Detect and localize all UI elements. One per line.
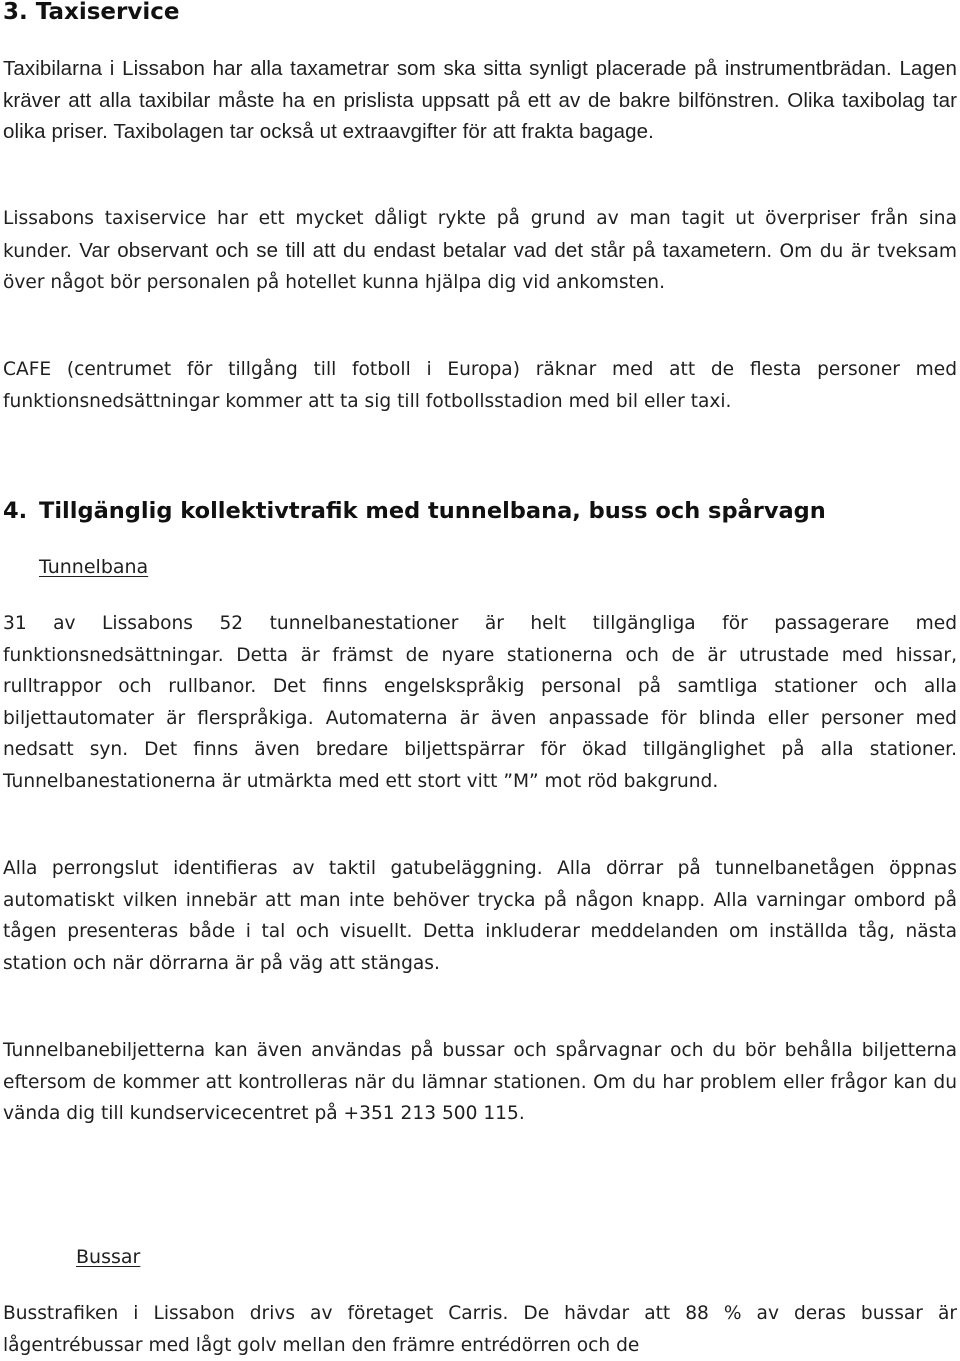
bus-paragraph-carris: Busstrafiken i Lissabon drivs av företaget Carris. De hävdar att 88 % av deras bussar är lågentrébussar med lågt golv mellan den främre entrédörren och de (3, 1303, 957, 1356)
section-3-heading: 3. Taxiservice (3, 0, 180, 25)
taxi-paragraph-meters: Taxibilarna i Lissabon har alla taxametrar som ska sitta synligt placerade på instrumentbrädan. Lagen kräver att alla taxibilar måste ha en prislista uppsatt på ett av de bakre bilfönstren. Olika taxibolag tar olika priser. Taxibolagen tar också ut extraavgifter för att frakta bagage. (3, 57, 957, 144)
taxi-hotel-help-text: Om du är tveksam över något bör personalen på hotellet kunna hjälpa dig vid ankomsten. (3, 240, 957, 294)
taxi-observant-text: Var observant och se till att du endast betalar vad det står på taxametern. (71, 238, 780, 262)
metro-paragraph-stations: 31 av Lissabons 52 tunnelbanestationer är helt tillgängliga för passagerare med funktionsnedsättningar. Detta är främst de nyare stationerna och de är utrustade med hissar, rulltrappor och rullbanor. Det finns engelskspråkig personal på samtliga stationer och alla biljettautomater är flerspråkiga. Automaterna är även anpassade för blinda eller personer med nedsatt syn. Det finns även bredare biljettspärrar för ökad tillgänglighet på alla stationer. Tunnelbanestationerna är utmärkta med ett stort vitt ”M” mot röd bakgrund. (3, 613, 957, 792)
section-4-number: 4. (3, 498, 28, 524)
metro-paragraph-tickets: Tunnelbanebiljetterna kan även användas på bussar och spårvagnar och du bör behålla biljetterna eftersom de kommer att kontrolleras när du lämnar stationen. Om du har problem eller frågor kan du vända dig till kundservicecentret på +351 213 500 115. (3, 1040, 957, 1125)
tunnelbana-subheading: Tunnelbana (39, 556, 149, 578)
section-4-title: Tillgänglig kollektivtrafik med tunnelbana, buss och spårvagn (39, 498, 826, 524)
cafe-paragraph: CAFE (centrumet för tillgång till fotboll i Europa) räknar med att de flesta personer med funktionsnedsättningar kommer att ta sig till fotbollsstadion med bil eller taxi. (3, 359, 957, 412)
taxi-paragraph-reputation (3, 203, 957, 299)
metro-paragraph-platforms: Alla perrongslut identifieras av taktil gatubeläggning. Alla dörrar på tunnelbanetågen öppnas automatiskt vilken innebär att man inte behöver trycka på någon knapp. Alla varningar ombord på tågen presenteras både i tal och visuellt. Detta inkluderar meddelanden om inställda tåg, nästa station och när dörrarna är på väg att stängas. (3, 858, 957, 974)
section-4-heading (3, 495, 826, 527)
bussar-subheading: Bussar (76, 1246, 141, 1268)
taxi-reputation-text: Lissabons taxiservice har ett mycket dåligt rykte på grund av man tagit ut överpriser från sina kunder. (3, 208, 957, 262)
